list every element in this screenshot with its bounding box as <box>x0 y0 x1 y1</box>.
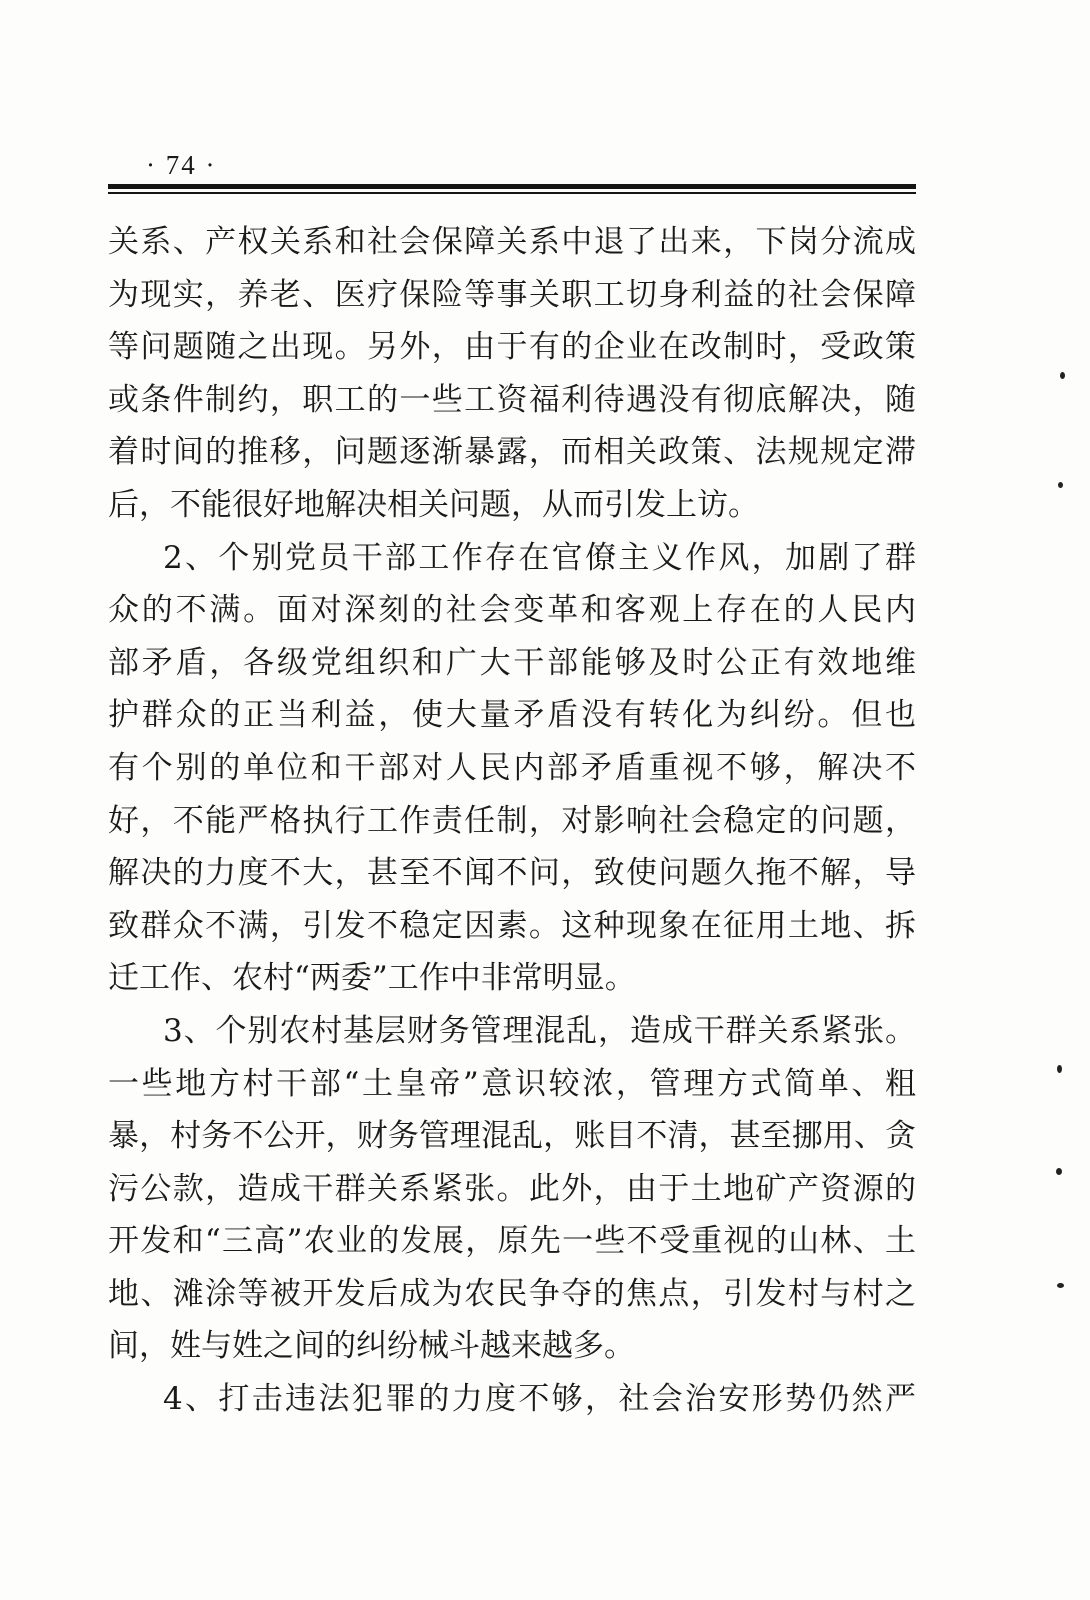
page-header <box>108 150 916 184</box>
scan-speck <box>1056 1168 1062 1175</box>
body-text <box>108 216 916 1426</box>
text-line: 等问题随之出现。另外，由于有的企业在改制时，受政策 <box>108 329 916 366</box>
text-line: 暴，村务不公开，财务管理混乱，账目不清，甚至挪用、贪 <box>108 1118 916 1155</box>
paragraph-3 <box>108 1005 916 1373</box>
text-line: 后，不能很好地解决相关问题，从而引发上访。 <box>108 486 759 523</box>
text-line: 好，不能严格执行工作责任制，对影响社会稳定的问题， <box>108 802 916 839</box>
text-line: 护群众的正当利益，使大量矛盾没有转化为纠纷。但也 <box>108 697 916 734</box>
text-line: 众的不满。面对深刻的社会变革和客观上存在的人民内 <box>108 592 916 629</box>
text-line: 为现实，养老、医疗保险等事关职工切身利益的社会保障 <box>108 276 916 313</box>
scan-speck <box>1060 372 1065 379</box>
text-line: 关系、产权关系和社会保障关系中退了出来，下岗分流成 <box>108 224 916 260</box>
text-line: 3、个别农村基层财务管理混乱，造成干群关系紧张。 <box>163 1012 916 1049</box>
text-line: 致群众不满，引发不稳定因素。这种现象在征用土地、拆 <box>108 907 916 944</box>
text-line: 4、打击违法犯罪的力度不够，社会治安形势仍然严 <box>163 1381 916 1418</box>
header-rule-thin <box>108 192 916 194</box>
paragraph-4 <box>108 1373 916 1426</box>
text-line: 污公款，造成干群关系紧张。此外，由于土地矿产资源的 <box>108 1170 916 1207</box>
page-number: · 74 · <box>146 150 217 180</box>
text-line: 一些地方村干部“土皇帝”意识较浓，管理方式简单、粗 <box>108 1065 916 1102</box>
scan-speck <box>1058 482 1063 488</box>
text-line: 2、个别党员干部工作存在官僚主义作风，加剧了群 <box>163 539 916 576</box>
text-line: 部矛盾，各级党组织和广大干部能够及时公正有效地维 <box>108 644 916 681</box>
text-line: 着时间的推移，问题逐渐暴露，而相关政策、法规规定滞 <box>108 434 916 471</box>
text-line: 解决的力度不大，甚至不闻不问，致使问题久拖不解，导 <box>108 855 916 892</box>
text-line: 或条件制约，职工的一些工资福利待遇没有彻底解决，随 <box>108 381 916 418</box>
text-line: 有个别的单位和干部对人民内部矛盾重视不够，解决不 <box>108 749 916 786</box>
text-line: 开发和“三高”农业的发展，原先一些不受重视的山林、土 <box>108 1223 916 1260</box>
header-rule-thick <box>108 184 916 189</box>
paragraph-1 <box>108 216 916 532</box>
paragraph-2 <box>108 532 916 1005</box>
text-line: 迁工作、农村“两委”工作中非常明显。 <box>108 960 636 997</box>
text-line: 间，姓与姓之间的纠纷械斗越来越多。 <box>108 1328 635 1365</box>
text-line: 地、滩涂等被开发后成为农民争夺的焦点，引发村与村之 <box>108 1275 916 1312</box>
scan-speck <box>1057 1283 1064 1288</box>
scan-speck <box>1057 1065 1062 1073</box>
